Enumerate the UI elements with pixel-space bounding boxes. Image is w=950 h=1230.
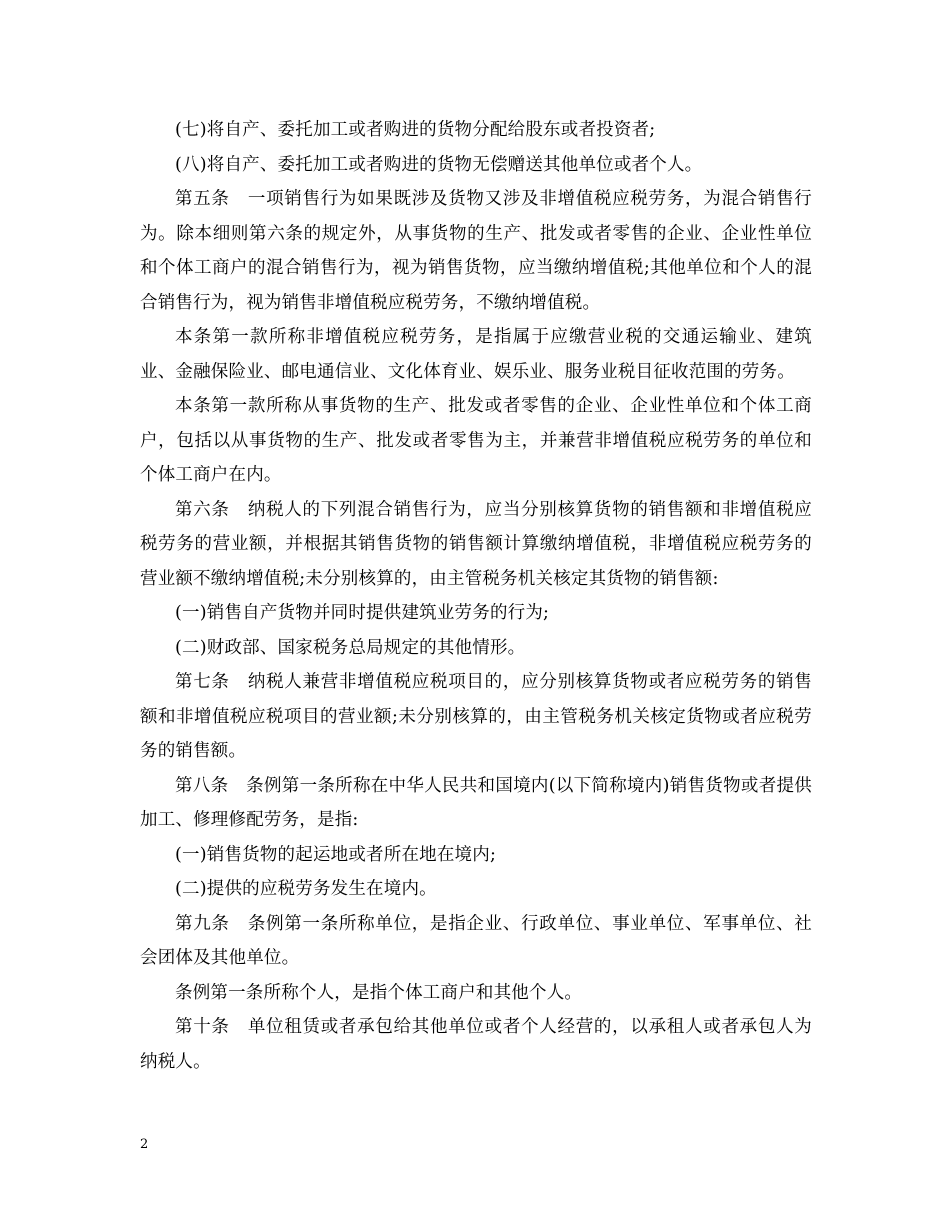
- document-body: [140, 113, 812, 1079]
- article-8-item-2: (二)提供的应税劳务发生在境内。: [175, 879, 437, 899]
- page-number: 2: [140, 1137, 149, 1152]
- article-9: 第九条 条例第一条所称单位，是指企业、行政单位、事业单位、军事单位、社会团体及其他单位。: [140, 913, 812, 968]
- article-6: 第六条 纳税人的下列混合销售行为，应当分别核算货物的销售额和非增值税应税劳务的营业额，并根据其销售货物的销售额计算缴纳增值税，非增值税应税劳务的营业额不缴纳增值税;未分别核算的，由主管税务机关核定其货物的销售额:: [140, 499, 812, 589]
- article-9-clause-2: 条例第一条所称个人，是指个体工商户和其他个人。: [175, 982, 583, 1003]
- article-5-clause-2: 本条第一款所称非增值税应税劳务，是指属于应缴营业税的交通运输业、建筑业、金融保险业、邮电通信业、文化体育业、娱乐业、服务业税目征收范围的劳务。: [140, 327, 812, 382]
- article-6-item-1: (一)销售自产货物并同时提供建筑业劳务的行为;: [175, 603, 550, 623]
- article-8: 第八条 条例第一条所称在中华人民共和国境内(以下简称境内)销售货物或者提供加工、修理修配劳务，是指:: [140, 775, 812, 830]
- paragraph-item-7: (七)将自产、委托加工或者购进的货物分配给股东或者投资者;: [175, 120, 656, 140]
- article-7: 第七条 纳税人兼营非增值税应税项目的，应分别核算货物或者应税劳务的销售额和非增值税应税项目的营业额;未分别核算的，由主管税务机关核定货物或者应税劳务的销售额。: [140, 672, 812, 761]
- article-8-item-1: (一)销售货物的起运地或者所在地在境内;: [175, 844, 497, 865]
- article-5-clause-3: 本条第一款所称从事货物的生产、批发或者零售的企业、企业性单位和个体工商户，包括以从事货物的生产、批发或者零售为主，并兼营非增值税应税劳务的单位和个体工商户在内。: [140, 396, 812, 485]
- article-5: 第五条 一项销售行为如果既涉及货物又涉及非增值税应税劳务，为混合销售行为。除本细则第六条的规定外，从事货物的生产、批发或者零售的企业、企业性单位和个体工商户的混合销售行为，视为销售货物，应当缴纳增值税;其他单位和个人的混合销售行为，视为销售非增值税应税劳务，不缴纳增值税。: [140, 189, 812, 313]
- article-6-item-2: (二)财政部、国家税务总局规定的其他情形。: [175, 637, 526, 658]
- paragraph-item-8: (八)将自产、委托加工或者购进的货物无偿赠送其他单位或者个人。: [175, 154, 703, 175]
- article-10: 第十条 单位租赁或者承包给其他单位或者个人经营的，以承租人或者承包人为纳税人。: [140, 1017, 812, 1072]
